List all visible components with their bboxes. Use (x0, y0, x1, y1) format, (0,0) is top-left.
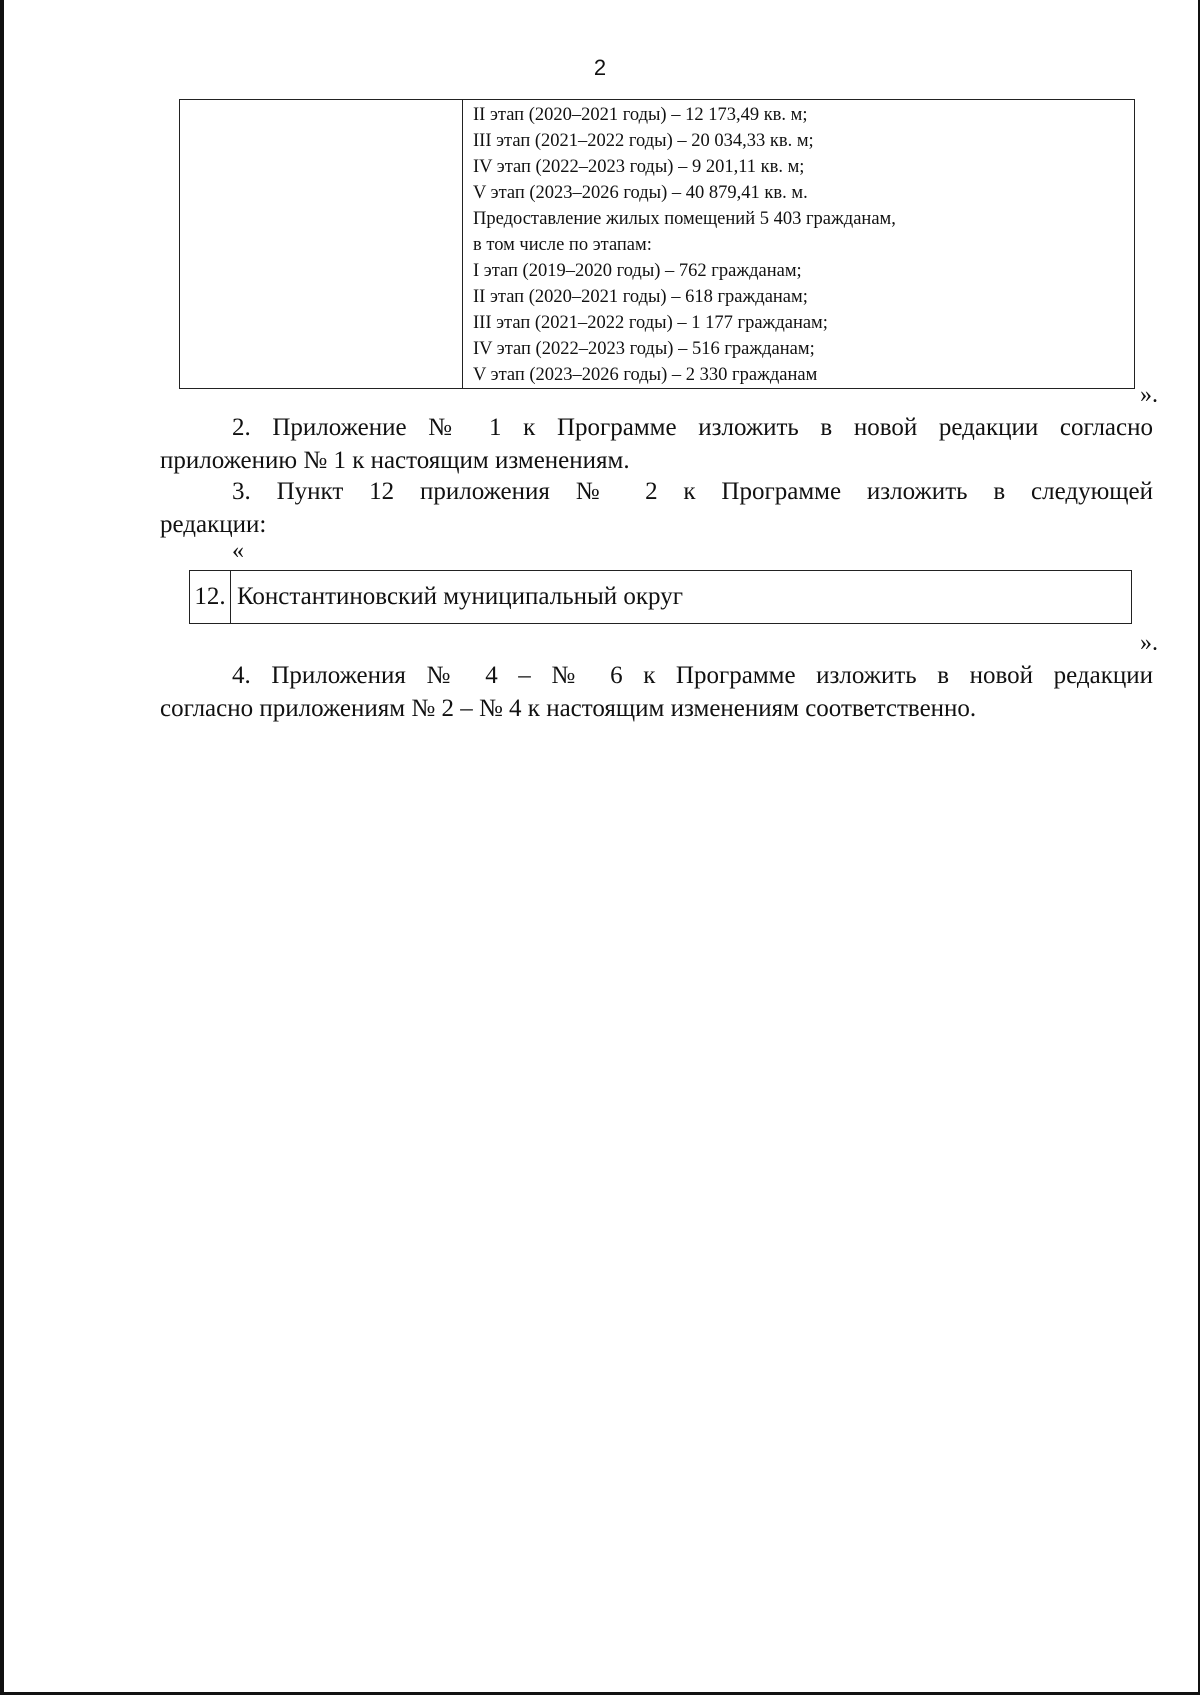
table-line: V этап (2023–2026 годы) – 40 879,41 кв. м. (473, 183, 808, 203)
opening-quote: « (232, 538, 244, 564)
table-line: в том числе по этапам: (473, 235, 652, 255)
district-number: 12. (190, 571, 231, 624)
page-number: 2 (593, 55, 607, 80)
district-table (189, 570, 1132, 624)
table-line: III этап (2021–2022 годы) – 1 177 гражданам; (473, 313, 828, 333)
table-line: V этап (2023–2026 годы) – 2 330 гражданам (473, 365, 818, 385)
paragraph-line: согласно приложениям № 2 – № 4 к настоящим изменениям соответственно. (160, 695, 977, 722)
table-line: II этап (2020–2021 годы) – 618 гражданам; (473, 287, 808, 307)
scan-border-left (0, 0, 4, 1695)
paragraph-line: 4. Приложения № 4 – № 6 к Программе изложить в новой редакции (232, 662, 1153, 689)
closing-quote-2: ». (1140, 630, 1158, 656)
district-name: Константиновский муниципальный округ (231, 571, 1132, 624)
paragraph-2 (160, 411, 1153, 477)
passport-table (179, 99, 1135, 389)
paragraph-line: 2. Приложение № 1 к Программе изложить в новой редакции согласно (232, 414, 1153, 441)
paragraph-line: приложению № 1 к настоящим изменениям. (160, 447, 630, 474)
paragraph-line: редакции: (160, 511, 267, 538)
table-line: I этап (2019–2020 годы) – 762 гражданам; (473, 261, 802, 281)
table-line: III этап (2021–2022 годы) – 20 034,33 кв. м; (473, 131, 814, 151)
paragraph-3 (160, 475, 1153, 541)
passport-table-value-cell (463, 100, 1135, 389)
table-line: II этап (2020–2021 годы) – 12 173,49 кв. м; (473, 105, 808, 125)
table-row (190, 571, 1132, 624)
paragraph-line: 3. Пункт 12 приложения № 2 к Программе изложить в следующей (232, 478, 1153, 505)
closing-quote-1: ». (1140, 382, 1158, 408)
table-line: IV этап (2022–2023 годы) – 9 201,11 кв. м; (473, 157, 805, 177)
table-line: Предоставление жилых помещений 5 403 гражданам, (473, 209, 896, 229)
table-line: IV этап (2022–2023 годы) – 516 гражданам; (473, 339, 815, 359)
paragraph-4 (160, 659, 1153, 725)
passport-table-label-cell (180, 100, 463, 389)
